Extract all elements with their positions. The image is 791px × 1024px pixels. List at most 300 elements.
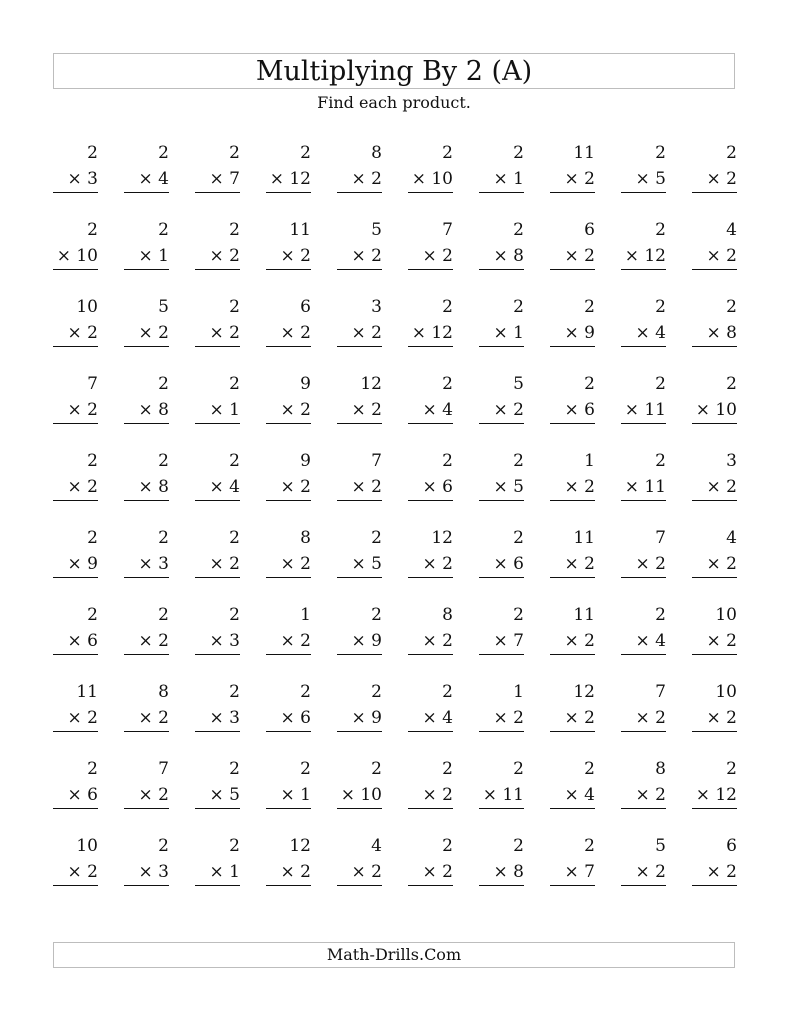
multiplier: × 8 <box>124 397 169 424</box>
multiplication-problem <box>337 679 382 756</box>
multiplication-problem <box>195 448 240 525</box>
multiplication-problem <box>124 756 169 833</box>
multiplicand: 2 <box>371 528 382 548</box>
multiplication-problem <box>408 679 453 756</box>
multiplication-problem <box>195 525 240 602</box>
multiplication-problem <box>408 833 453 910</box>
multiplicand: 2 <box>513 836 524 856</box>
multiplier: × 2 <box>53 474 98 501</box>
multiplication-problem <box>124 833 169 910</box>
multiplier: × 6 <box>408 474 453 501</box>
multiplicand: 7 <box>655 682 666 702</box>
multiplier: × 2 <box>408 551 453 578</box>
multiplicand: 2 <box>584 759 595 779</box>
multiplier: × 5 <box>621 166 666 193</box>
multiplier: × 7 <box>479 628 524 655</box>
multiplicand: 6 <box>300 297 311 317</box>
multiplication-problem <box>479 756 524 833</box>
multiplicand: 2 <box>158 374 169 394</box>
multiplicand: 2 <box>442 682 453 702</box>
multiplicand: 2 <box>655 451 666 471</box>
multiplication-problem <box>550 140 595 217</box>
multiplication-problem <box>550 371 595 448</box>
multiplicand: 2 <box>726 143 737 163</box>
multiplication-problem <box>337 140 382 217</box>
multiplicand: 2 <box>655 143 666 163</box>
multiplicand: 1 <box>300 605 311 625</box>
multiplier: × 7 <box>195 166 240 193</box>
multiplicand: 2 <box>87 220 98 240</box>
multiplication-problem <box>408 217 453 294</box>
multiplication-problem <box>195 217 240 294</box>
multiplication-problem <box>195 602 240 679</box>
multiplication-problem <box>195 294 240 371</box>
multiplicand: 2 <box>158 220 169 240</box>
multiplicand: 2 <box>87 759 98 779</box>
multiplier: × 2 <box>266 551 311 578</box>
multiplicand: 2 <box>584 836 595 856</box>
multiplier: × 2 <box>124 628 169 655</box>
multiplier: × 2 <box>479 705 524 732</box>
multiplication-problem <box>692 217 737 294</box>
multiplicand: 12 <box>431 528 453 548</box>
multiplication-problem <box>550 294 595 371</box>
multiplication-problem <box>337 217 382 294</box>
problem-row <box>53 679 737 756</box>
multiplication-problem <box>266 679 311 756</box>
multiplier: × 7 <box>550 859 595 886</box>
multiplier: × 8 <box>479 243 524 270</box>
multiplication-problem <box>692 756 737 833</box>
multiplier: × 2 <box>550 628 595 655</box>
multiplication-problem <box>408 140 453 217</box>
multiplicand: 11 <box>289 220 311 240</box>
multiplier: × 2 <box>124 782 169 809</box>
multiplier: × 2 <box>266 474 311 501</box>
multiplicand: 2 <box>87 451 98 471</box>
multiplier: × 2 <box>337 166 382 193</box>
multiplication-problem <box>266 217 311 294</box>
multiplier: × 2 <box>479 397 524 424</box>
multiplicand: 10 <box>76 836 98 856</box>
multiplication-problem <box>266 756 311 833</box>
multiplier: × 2 <box>337 320 382 347</box>
multiplication-problem <box>266 371 311 448</box>
multiplication-problem <box>53 602 98 679</box>
multiplication-problem <box>53 679 98 756</box>
multiplication-problem <box>621 602 666 679</box>
multiplier: × 2 <box>692 859 737 886</box>
multiplicand: 10 <box>715 682 737 702</box>
multiplier: × 2 <box>692 705 737 732</box>
multiplicand: 2 <box>158 836 169 856</box>
multiplication-problem <box>479 679 524 756</box>
multiplication-problem <box>337 756 382 833</box>
multiplicand: 2 <box>229 836 240 856</box>
multiplicand: 2 <box>229 528 240 548</box>
multiplier: × 2 <box>408 859 453 886</box>
multiplier: × 2 <box>408 782 453 809</box>
multiplication-problem <box>53 294 98 371</box>
multiplier: × 2 <box>692 166 737 193</box>
multiplier: × 1 <box>266 782 311 809</box>
multiplier: × 4 <box>621 320 666 347</box>
multiplier: × 6 <box>550 397 595 424</box>
multiplicand: 2 <box>300 682 311 702</box>
multiplicand: 9 <box>300 374 311 394</box>
multiplication-problem <box>550 217 595 294</box>
multiplication-problem <box>550 602 595 679</box>
multiplicand: 2 <box>229 605 240 625</box>
multiplier: × 1 <box>479 166 524 193</box>
multiplicand: 7 <box>442 220 453 240</box>
multiplier: × 9 <box>53 551 98 578</box>
multiplier: × 11 <box>621 474 666 501</box>
multiplication-problem <box>692 833 737 910</box>
multiplier: × 2 <box>53 859 98 886</box>
instructions: Find each product. <box>317 93 471 112</box>
multiplicand: 5 <box>513 374 524 394</box>
multiplicand: 2 <box>158 451 169 471</box>
title-box <box>53 53 735 89</box>
multiplier: × 2 <box>337 474 382 501</box>
multiplication-problem <box>621 448 666 525</box>
multiplicand: 6 <box>726 836 737 856</box>
multiplier: × 8 <box>692 320 737 347</box>
multiplication-problem <box>124 679 169 756</box>
multiplication-problem <box>479 525 524 602</box>
footer-text: Math-Drills.Com <box>326 945 462 964</box>
multiplicand: 2 <box>442 143 453 163</box>
multiplicand: 2 <box>442 297 453 317</box>
multiplication-problem <box>124 294 169 371</box>
multiplicand: 2 <box>87 528 98 548</box>
footer-box <box>53 942 735 968</box>
multiplication-problem <box>266 833 311 910</box>
multiplicand: 2 <box>655 297 666 317</box>
multiplicand: 12 <box>360 374 382 394</box>
multiplier: × 2 <box>337 397 382 424</box>
problem-row <box>53 448 737 525</box>
multiplicand: 1 <box>513 682 524 702</box>
multiplication-problem <box>408 602 453 679</box>
multiplier: × 4 <box>408 705 453 732</box>
multiplier: × 12 <box>692 782 737 809</box>
multiplier: × 2 <box>621 551 666 578</box>
multiplication-problem <box>195 140 240 217</box>
multiplication-problem <box>621 679 666 756</box>
multiplication-problem <box>479 294 524 371</box>
multiplication-problem <box>53 448 98 525</box>
multiplicand: 12 <box>289 836 311 856</box>
multiplication-problem <box>408 294 453 371</box>
multiplier: × 2 <box>195 551 240 578</box>
multiplicand: 12 <box>573 682 595 702</box>
multiplier: × 3 <box>195 628 240 655</box>
multiplication-problem <box>195 371 240 448</box>
multiplicand: 2 <box>584 297 595 317</box>
multiplication-problem <box>692 525 737 602</box>
multiplication-problem <box>195 679 240 756</box>
problem-row <box>53 756 737 833</box>
multiplicand: 2 <box>158 605 169 625</box>
problem-row <box>53 525 737 602</box>
multiplicand: 2 <box>442 374 453 394</box>
multiplicand: 2 <box>513 528 524 548</box>
multiplicand: 3 <box>726 451 737 471</box>
multiplier: × 1 <box>124 243 169 270</box>
multiplicand: 10 <box>715 605 737 625</box>
multiplicand: 4 <box>371 836 382 856</box>
multiplier: × 5 <box>479 474 524 501</box>
multiplicand: 5 <box>655 836 666 856</box>
multiplicand: 8 <box>655 759 666 779</box>
multiplier: × 6 <box>479 551 524 578</box>
multiplier: × 10 <box>408 166 453 193</box>
multiplier: × 5 <box>195 782 240 809</box>
multiplication-problem <box>124 525 169 602</box>
multiplicand: 11 <box>76 682 98 702</box>
multiplier: × 2 <box>124 320 169 347</box>
multiplier: × 2 <box>195 320 240 347</box>
multiplication-problem <box>195 833 240 910</box>
multiplicand: 2 <box>655 605 666 625</box>
multiplicand: 2 <box>442 836 453 856</box>
multiplicand: 2 <box>87 143 98 163</box>
multiplicand: 2 <box>300 143 311 163</box>
multiplication-problem <box>408 371 453 448</box>
multiplication-problem <box>692 448 737 525</box>
multiplier: × 10 <box>337 782 382 809</box>
multiplicand: 8 <box>300 528 311 548</box>
multiplication-problem <box>621 756 666 833</box>
multiplier: × 2 <box>337 243 382 270</box>
multiplication-problem <box>692 679 737 756</box>
multiplier: × 12 <box>266 166 311 193</box>
multiplier: × 3 <box>124 859 169 886</box>
multiplication-problem <box>53 525 98 602</box>
multiplication-problem <box>479 217 524 294</box>
multiplication-problem <box>621 217 666 294</box>
multiplicand: 7 <box>655 528 666 548</box>
problem-row <box>53 371 737 448</box>
multiplication-problem <box>124 371 169 448</box>
multiplier: × 2 <box>408 243 453 270</box>
multiplier: × 2 <box>408 628 453 655</box>
page-title: Multiplying By 2 (A) <box>255 56 533 87</box>
multiplication-problem <box>124 602 169 679</box>
multiplicand: 7 <box>158 759 169 779</box>
multiplier: × 1 <box>195 397 240 424</box>
multiplicand: 2 <box>655 220 666 240</box>
multiplicand: 2 <box>726 759 737 779</box>
multiplication-problem <box>408 448 453 525</box>
multiplicand: 2 <box>229 759 240 779</box>
multiplicand: 2 <box>229 220 240 240</box>
multiplier: × 9 <box>337 628 382 655</box>
multiplier: × 2 <box>692 628 737 655</box>
multiplicand: 5 <box>371 220 382 240</box>
problem-row <box>53 833 737 910</box>
multiplication-problem <box>124 140 169 217</box>
multiplier: × 2 <box>692 474 737 501</box>
multiplication-problem <box>53 833 98 910</box>
multiplication-problem <box>266 140 311 217</box>
multiplication-problem <box>337 371 382 448</box>
multiplicand: 2 <box>371 759 382 779</box>
multiplier: × 2 <box>266 397 311 424</box>
multiplier: × 2 <box>621 705 666 732</box>
multiplier: × 2 <box>550 705 595 732</box>
multiplicand: 7 <box>371 451 382 471</box>
multiplicand: 11 <box>573 605 595 625</box>
multiplier: × 2 <box>337 859 382 886</box>
multiplier: × 2 <box>550 474 595 501</box>
multiplicand: 4 <box>726 220 737 240</box>
multiplier: × 3 <box>124 551 169 578</box>
multiplication-problem <box>621 833 666 910</box>
multiplier: × 4 <box>195 474 240 501</box>
multiplicand: 2 <box>87 605 98 625</box>
multiplicand: 2 <box>726 374 737 394</box>
multiplication-problem <box>550 525 595 602</box>
problem-grid <box>53 140 737 910</box>
multiplication-problem <box>266 448 311 525</box>
multiplicand: 2 <box>513 759 524 779</box>
multiplier: × 2 <box>550 243 595 270</box>
multiplicand: 3 <box>371 297 382 317</box>
multiplier: × 2 <box>195 243 240 270</box>
multiplication-problem <box>550 679 595 756</box>
multiplication-problem <box>621 294 666 371</box>
multiplication-problem <box>337 833 382 910</box>
multiplicand: 2 <box>513 297 524 317</box>
multiplication-problem <box>53 217 98 294</box>
multiplier: × 3 <box>53 166 98 193</box>
multiplication-problem <box>53 140 98 217</box>
multiplication-problem <box>408 525 453 602</box>
multiplier: × 8 <box>124 474 169 501</box>
multiplicand: 2 <box>300 759 311 779</box>
multiplication-problem <box>621 525 666 602</box>
multiplicand: 9 <box>300 451 311 471</box>
multiplication-problem <box>479 371 524 448</box>
multiplicand: 10 <box>76 297 98 317</box>
multiplier: × 2 <box>550 166 595 193</box>
multiplier: × 2 <box>266 859 311 886</box>
multiplicand: 2 <box>229 682 240 702</box>
multiplicand: 11 <box>573 143 595 163</box>
multiplier: × 10 <box>692 397 737 424</box>
multiplicand: 2 <box>371 605 382 625</box>
multiplier: × 11 <box>479 782 524 809</box>
multiplier: × 4 <box>550 782 595 809</box>
multiplicand: 2 <box>655 374 666 394</box>
multiplier: × 4 <box>124 166 169 193</box>
multiplicand: 2 <box>229 143 240 163</box>
multiplication-problem <box>408 756 453 833</box>
multiplier: × 2 <box>124 705 169 732</box>
multiplication-problem <box>621 371 666 448</box>
multiplication-problem <box>479 140 524 217</box>
multiplicand: 8 <box>158 682 169 702</box>
multiplier: × 4 <box>408 397 453 424</box>
multiplication-problem <box>266 525 311 602</box>
multiplicand: 1 <box>584 451 595 471</box>
multiplicand: 2 <box>229 451 240 471</box>
multiplication-problem <box>692 371 737 448</box>
multiplier: × 2 <box>266 243 311 270</box>
multiplication-problem <box>621 140 666 217</box>
multiplication-problem <box>337 525 382 602</box>
multiplicand: 2 <box>584 374 595 394</box>
multiplication-problem <box>479 833 524 910</box>
multiplier: × 2 <box>53 705 98 732</box>
multiplier: × 4 <box>621 628 666 655</box>
multiplier: × 5 <box>337 551 382 578</box>
multiplicand: 4 <box>726 528 737 548</box>
multiplication-problem <box>479 602 524 679</box>
multiplier: × 12 <box>408 320 453 347</box>
multiplier: × 8 <box>479 859 524 886</box>
multiplier: × 2 <box>266 628 311 655</box>
multiplier: × 2 <box>53 320 98 347</box>
multiplicand: 2 <box>513 143 524 163</box>
multiplier: × 1 <box>195 859 240 886</box>
multiplier: × 6 <box>53 628 98 655</box>
multiplier: × 3 <box>195 705 240 732</box>
multiplication-problem <box>692 294 737 371</box>
problem-row <box>53 140 737 217</box>
multiplication-problem <box>479 448 524 525</box>
multiplier: × 2 <box>692 243 737 270</box>
multiplication-problem <box>124 217 169 294</box>
multiplicand: 2 <box>513 220 524 240</box>
multiplication-problem <box>337 448 382 525</box>
multiplier: × 6 <box>266 705 311 732</box>
multiplicand: 2 <box>726 297 737 317</box>
multiplier: × 2 <box>266 320 311 347</box>
multiplicand: 2 <box>229 297 240 317</box>
multiplicand: 2 <box>442 759 453 779</box>
multiplication-problem <box>53 371 98 448</box>
multiplicand: 2 <box>371 682 382 702</box>
multiplier: × 2 <box>621 782 666 809</box>
multiplicand: 2 <box>442 451 453 471</box>
multiplicand: 8 <box>442 605 453 625</box>
multiplicand: 2 <box>229 374 240 394</box>
multiplicand: 5 <box>158 297 169 317</box>
problem-row <box>53 217 737 294</box>
multiplication-problem <box>266 602 311 679</box>
multiplication-problem <box>337 294 382 371</box>
multiplication-problem <box>692 140 737 217</box>
multiplier: × 1 <box>479 320 524 347</box>
multiplicand: 7 <box>87 374 98 394</box>
multiplication-problem <box>550 833 595 910</box>
multiplicand: 2 <box>513 605 524 625</box>
multiplicand: 8 <box>371 143 382 163</box>
multiplicand: 2 <box>513 451 524 471</box>
problem-row <box>53 294 737 371</box>
multiplier: × 9 <box>550 320 595 347</box>
multiplication-problem <box>550 448 595 525</box>
multiplier: × 2 <box>550 551 595 578</box>
multiplicand: 2 <box>158 528 169 548</box>
problem-row <box>53 602 737 679</box>
multiplier: × 6 <box>53 782 98 809</box>
multiplier: × 12 <box>621 243 666 270</box>
